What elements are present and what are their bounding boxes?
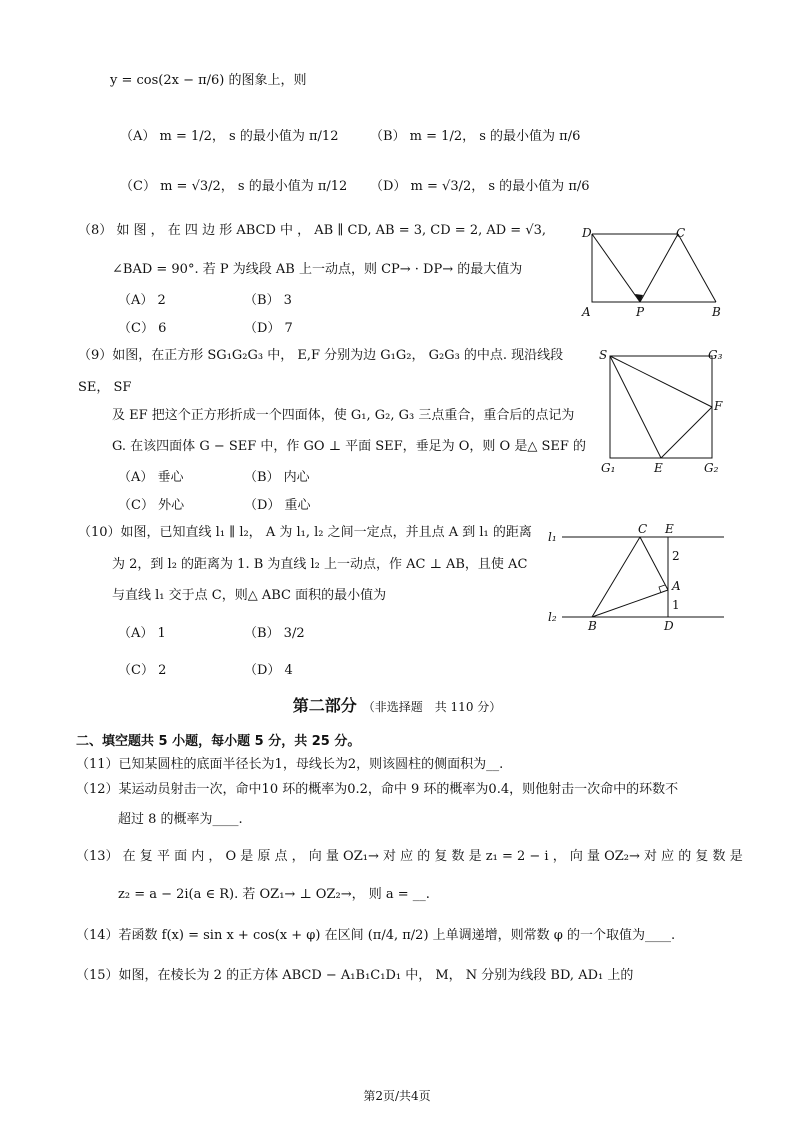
q9-square-figure [596,346,730,476]
q9-option-b: （B） 内心 [244,470,310,485]
q9-label-f: F [714,399,723,413]
q8-option-d: （D） 7 [244,321,293,336]
q10-line2: 为 2，到 l₂ 的距离为 1. B 为直线 l₂ 上一动点，作 AC ⊥ AB，且使 AC [112,557,528,572]
q9-option-d: （D） 重心 [244,498,311,513]
q8-label-b: B [712,305,721,319]
part-two-title: 第二部分 [292,696,357,715]
q9-label-g1: G₁ [601,461,616,475]
q10-option-b: （B） 3/2 [244,626,305,641]
q9-option-c: （C） 外心 [118,498,185,513]
q11-text: （11）已知某圆柱的底面半径长为1，母线长为2，则该圆柱的侧面积为__. [76,757,504,772]
q10-option-d: （D） 4 [244,663,293,678]
q10-parallel-lines-figure [544,522,730,634]
q13-line2: z₂ = a − 2i(a ∈ R). 若 OZ₁→ ⊥ OZ₂→， 则 a = __. [118,887,430,902]
q10-label-e: E [665,522,674,536]
q9-label-g3: G₃ [708,348,723,362]
q8-label-p: P [636,305,645,319]
q10-label-c: C [638,522,648,536]
q10-line3: 与直线 l₁ 交于点 C，则△ ABC 面积的最小值为 [112,588,387,603]
q7-option-c: （C） m = √3/2， s 的最小值为 π/12 [120,179,348,194]
q10-label-l2: l₂ [548,610,557,624]
q10-line1: （10）如图，已知直线 l₁ ∥ l₂， A 为 l₁, l₂ 之间一定点，并且点 A 到 l₁ 的距离 [78,525,532,540]
q10-option-c: （C） 2 [118,663,167,678]
q10-label-dist1: 1 [672,598,680,612]
q8-trapezoid-figure [578,224,728,320]
q7-option-d: （D） m = √3/2， s 的最小值为 π/6 [370,179,590,194]
q8-line1: （8） 如 图 ， 在 四 边 形 ABCD 中 ， AB ∥ CD, AB = 3, CD = 2, AD = √3, [78,223,547,238]
q7-option-a: （A） m = 1/2， s 的最小值为 π/12 [120,129,339,144]
q10-label-a: A [672,579,681,593]
q10-label-l1: l₁ [548,530,557,544]
q9-line3: 及 EF 把这个正方形折成一个四面体，使 G₁, G₂, G₃ 三点重合，重合后的点记为 [112,408,575,423]
q8-option-a: （A） 2 [118,293,166,308]
q9-option-a: （A） 垂心 [118,470,184,485]
q8-label-c: C [676,226,686,240]
q9-label-g2: G₂ [704,461,719,475]
q10-label-dist2: 2 [672,549,680,563]
q7-option-b: （B） m = 1/2， s 的最小值为 π/6 [370,129,581,144]
q12-line1: （12）某运动员射击一次，命中10 环的概率为0.2，命中 9 环的概率为0.4，则他射击一次命中的环数不 [76,782,679,797]
q12-line2: 超过 8 的概率为____. [118,812,243,827]
q9-line1: （9）如图，在正方形 SG₁G₂G₃ 中， E,F 分别为边 G₁G₂， G₂G₃ 的中点. 现沿线段 [78,348,564,363]
q8-line2: ∠BAD = 90°. 若 P 为线段 AB 上一动点，则 CP→ · DP→ 的最大值为 [112,262,523,277]
part-two-heading [0,693,794,716]
q9-line2: SE， SF [78,380,132,395]
part-two-subtitle: （非选择题 共 110 分） [362,700,502,714]
q8-option-c: （C） 6 [118,321,167,336]
q8-option-b: （B） 3 [244,293,292,308]
q10-option-a: （A） 1 [118,626,166,641]
page-footer: 第2页/共4页 [363,1089,431,1103]
q10-label-b: B [588,619,597,633]
q7-stem: y = cos(2x − π/6) 的图象上，则 [110,73,307,88]
q9-label-s: S [599,348,608,362]
q14-text: （14）若函数 f(x) = sin x + cos(x + φ) 在区间 (π/4, π/2) 上单调递增，则常数 φ 的一个取值为____. [76,928,676,943]
q8-label-a: A [582,305,591,319]
q8-label-d: D [582,226,592,240]
q13-line1: （13） 在 复 平 面 内 ， O 是 原 点 ， 向 量 OZ₁→ 对 应 的 复 数 是 z₁ = 2 − i ， 向 量 OZ₂→ 对 应 的 复 数 是 [76,849,743,864]
q9-label-e: E [654,461,663,475]
section-fill-in-heading: 二、填空题共 5 小题，每小题 5 分，共 25 分。 [76,734,361,749]
q9-line4: G. 在该四面体 G − SEF 中，作 GO ⊥ 平面 SEF，垂足为 O，则 O 是△ SEF 的 [112,439,587,454]
q10-label-d: D [664,619,674,633]
q15-text: （15）如图，在棱长为 2 的正方体 ABCD − A₁B₁C₁D₁ 中， M， N 分别为线段 BD, AD₁ 上的 [76,968,634,983]
